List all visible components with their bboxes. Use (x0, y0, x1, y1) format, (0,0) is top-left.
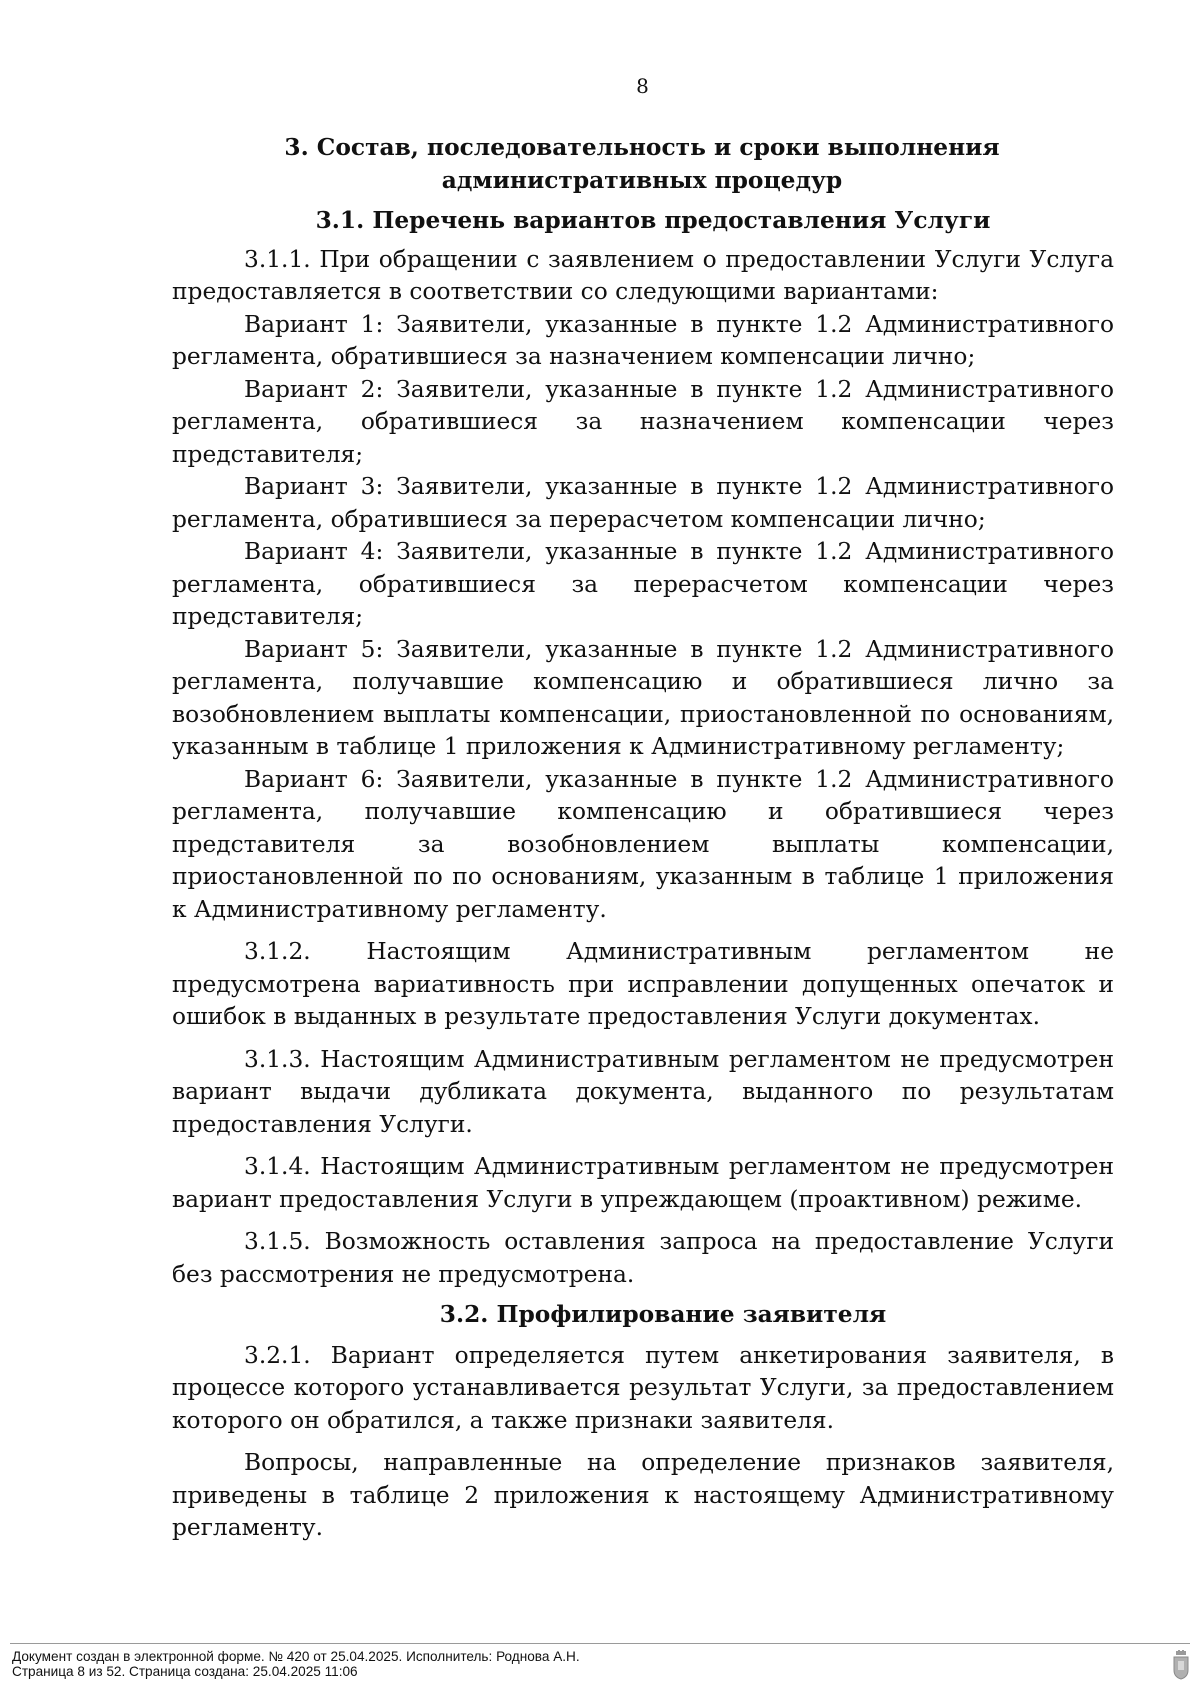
document-body (172, 132, 1114, 1545)
paragraph-3-1-1: 3.1.1. При обращении с заявлением о предоставлении Услуги Услуга предоставляется в соответствии со следующими вариантами: (172, 245, 1114, 305)
paragraph-3-1-2: 3.1.2. Настоящим Административным регламентом не предусмотрена вариативность при исправлении допущенных опечаток и ошибок в выданных в результате предоставления Услуги документах. (172, 938, 1114, 1030)
paragraph-3-1-5: 3.1.5. Возможность оставления запроса на предоставление Услуги без рассмотрения не предусмотрена. (172, 1228, 1114, 1288)
variant-item: Вариант 5: Заявители, указанные в пункте 1.2 Административного регламента, получавшие компенсацию и обратившиеся лично за возобновлением выплаты компенсации, приостановленной по основаниям, указанным в таблице 1 приложения к Административному регламенту; (172, 635, 1114, 760)
variant-item: Вариант 4: Заявители, указанные в пункте 1.2 Административного регламента, обратившиеся за перерасчетом компенсации через представителя; (172, 538, 1114, 630)
footer-divider (10, 1643, 1190, 1644)
variant-item: Вариант 1: Заявители, указанные в пункте 1.2 Административного регламента, обратившиеся за назначением компенсации лично; (172, 310, 1114, 370)
variant-item: Вариант 2: Заявители, указанные в пункте 1.2 Административного регламента, обратившиеся за назначением компенсации через представителя; (172, 375, 1114, 468)
footer-line-2: Страница 8 из 52. Страница создана: 25.04.2025 11:06 (12, 1664, 358, 1679)
paragraph-3-2-1: 3.2.1. Вариант определяется путем анкетирования заявителя, в процессе которого устанавливается результат Услуги, за предоставлением которого он обратился, а также признаки заявителя. (172, 1341, 1114, 1434)
footer-line-1: Документ создан в электронной форме. № 420 от 25.04.2025. Исполнитель: Роднова А.Н. (12, 1649, 580, 1664)
paragraph-3-1-4: 3.1.4. Настоящим Административным регламентом не предусмотрен вариант предоставления Услуги в упреждающем (проактивном) режиме. (172, 1153, 1114, 1213)
subsection-heading-3-2: 3.2. Профилирование заявителя (439, 1301, 887, 1328)
document-footer (12, 1649, 1182, 1679)
paragraph-questions: Вопросы, направленные на определение признаков заявителя, приведены в таблице 2 приложения к настоящему Административному регламенту. (172, 1449, 1114, 1541)
paragraph-3-1-3: 3.1.3. Настоящим Административным регламентом не предусмотрен вариант выдачи дубликата документа, выданного по результатам предоставления Услуги. (172, 1045, 1114, 1138)
variant-item: Вариант 6: Заявители, указанные в пункте 1.2 Административного регламента, получавшие компенсацию и обратившиеся через представителя за возобновлением выплаты компенсации, приостановленной по по основаниям, указанным в таблице 1 приложения к Административному регламенту. (172, 765, 1114, 923)
page-number: 8 (636, 74, 649, 98)
coat-of-arms-icon (1172, 1650, 1190, 1680)
subsection-heading-3-1: 3.1. Перечень вариантов предоставления Услуги (315, 207, 991, 234)
section-heading: 3. Состав, последовательность и сроки выполнения административных процедур (284, 134, 1000, 194)
variant-item: Вариант 3: Заявители, указанные в пункте 1.2 Административного регламента, обратившиеся за перерасчетом компенсации лично; (172, 473, 1114, 533)
